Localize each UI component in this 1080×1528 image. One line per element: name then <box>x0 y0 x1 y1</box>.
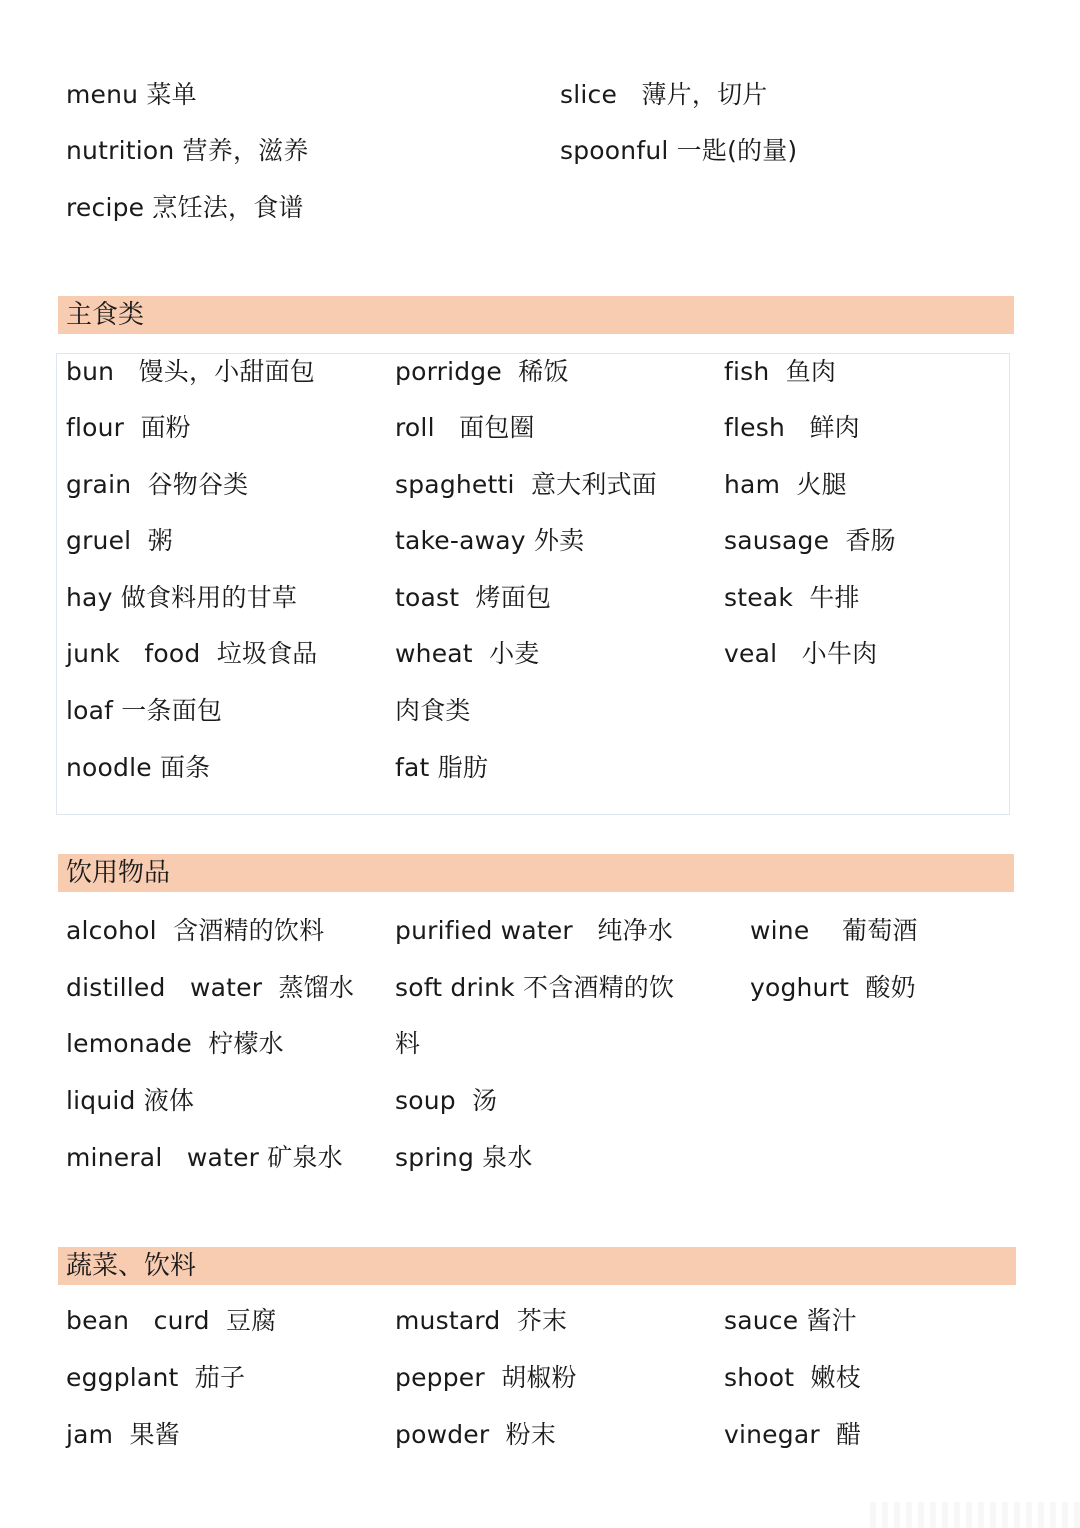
vocab-entry: soft drink 不含酒精的饮 <box>395 973 675 1002</box>
section-title: 主食类 <box>66 300 145 330</box>
vocab-entry: eggplant 茄子 <box>66 1363 246 1392</box>
vocab-entry: alcohol 含酒精的饮料 <box>66 916 325 945</box>
vocab-entry: soup 汤 <box>395 1086 498 1115</box>
vocab-entry: take-away 外卖 <box>395 526 585 555</box>
vocab-entry: spring 泉水 <box>395 1143 533 1172</box>
section-title: 饮用物品 <box>66 858 171 888</box>
vocab-entry: pepper 胡椒粉 <box>395 1363 577 1392</box>
vocab-entry: sausage 香肠 <box>724 526 896 555</box>
vocab-entry: purified water 纯净水 <box>395 916 673 945</box>
vocab-entry: grain 谷物谷类 <box>66 470 249 499</box>
vocab-entry: 料 <box>395 1029 421 1058</box>
vocab-entry: menu 菜单 <box>66 80 197 109</box>
vocab-entry: yoghurt 酸奶 <box>750 973 916 1002</box>
vocab-entry: steak 牛排 <box>724 583 860 612</box>
vocab-entry: toast 烤面包 <box>395 583 552 612</box>
vocab-entry: recipe 烹饪法，食谱 <box>66 193 304 222</box>
vocab-entry: slice 薄片，切片 <box>560 80 768 109</box>
vocab-entry: ham 火腿 <box>724 470 847 499</box>
vocab-entry: bun 馒头，小甜面包 <box>66 357 315 386</box>
vocab-entry: fish 鱼肉 <box>724 357 837 386</box>
vocab-entry: vinegar 醋 <box>724 1420 862 1449</box>
vocab-entry: junk food 垃圾食品 <box>66 639 318 668</box>
section-title: 蔬菜、饮料 <box>66 1251 197 1281</box>
vocab-entry: jam 果酱 <box>66 1420 180 1449</box>
vocab-entry: shoot 嫩枝 <box>724 1363 861 1392</box>
vocab-entry: loaf 一条面包 <box>66 696 223 725</box>
vocab-entry: gruel 粥 <box>66 526 173 555</box>
vocab-entry: roll 面包圈 <box>395 413 535 442</box>
vocab-entry: wine 葡萄酒 <box>750 916 918 945</box>
vocab-entry: mustard 芥末 <box>395 1306 568 1335</box>
vocab-entry: mineral water 矿泉水 <box>66 1143 343 1172</box>
vocab-entry: bean curd 豆腐 <box>66 1306 277 1335</box>
vocab-entry: hay 做食料用的甘草 <box>66 583 298 612</box>
vocab-entry: fat 脂肪 <box>395 753 489 782</box>
vocab-entry: flour 面粉 <box>66 413 191 442</box>
vocab-entry: noodle 面条 <box>66 753 211 782</box>
vocab-entry: wheat 小麦 <box>395 639 540 668</box>
vocab-entry: distilled water 蒸馏水 <box>66 973 355 1002</box>
vocab-entry: nutrition 营养，滋养 <box>66 136 309 165</box>
vocab-entry: flesh 鲜肉 <box>724 413 860 442</box>
section-header-drinks <box>58 854 1014 892</box>
vocab-entry: liquid 液体 <box>66 1086 195 1115</box>
vocab-entry: spaghetti 意大利式面 <box>395 470 657 499</box>
vocab-entry: 肉食类 <box>395 696 471 725</box>
section-header-staples <box>58 296 1014 334</box>
section-header-vegetables <box>58 1247 1016 1285</box>
vocab-entry: lemonade 柠檬水 <box>66 1029 284 1058</box>
watermark-strip <box>870 1502 1080 1528</box>
vocab-entry: powder 粉末 <box>395 1420 557 1449</box>
vocab-entry: sauce 酱汁 <box>724 1306 857 1335</box>
vocab-entry: spoonful 一匙(的量) <box>560 136 798 165</box>
vocab-entry: veal 小牛肉 <box>724 639 878 668</box>
vocab-entry: porridge 稀饭 <box>395 357 569 386</box>
